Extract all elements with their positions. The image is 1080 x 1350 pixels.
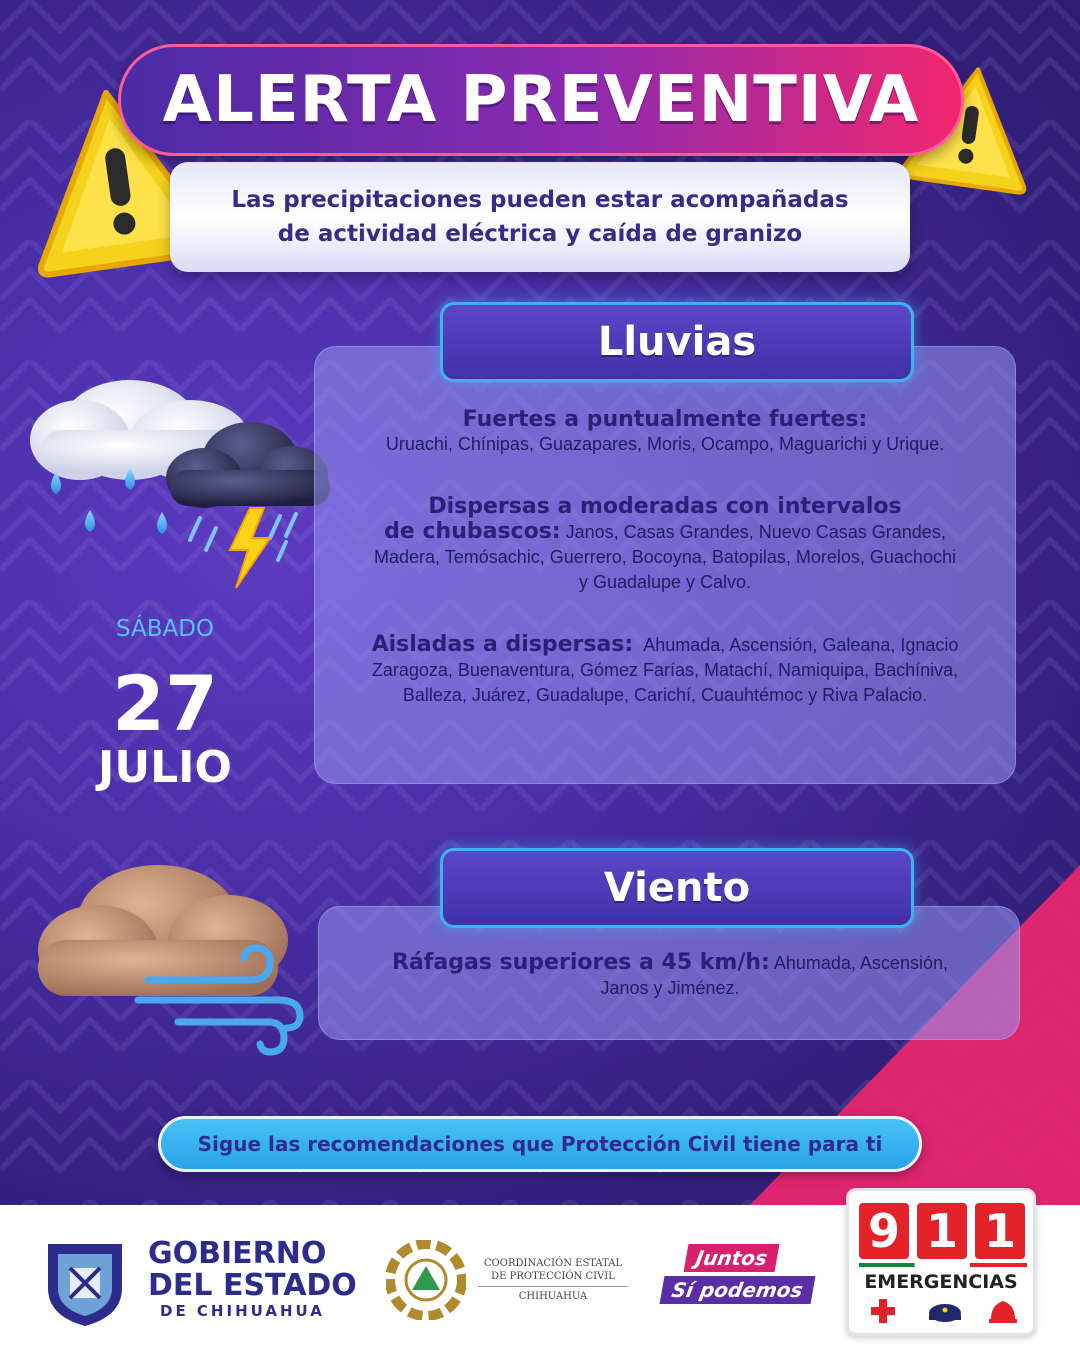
emergency-digit: 1: [975, 1203, 1025, 1259]
rain-group-title: de chubascos:: [384, 519, 561, 544]
rain-group-text: Uruachi, Chínipas, Guazapares, Moris, Ocampo, Maguarichi y Urique.: [385, 434, 945, 454]
storm-cloud-icon: [160, 410, 340, 590]
emergency-digit: 9: [859, 1203, 909, 1259]
cepc-line: CHIHUAHUA: [518, 1291, 588, 1302]
juntos-logo: [658, 1244, 818, 1318]
subtitle-line: Las precipitaciones pueden estar acompañadas: [231, 187, 849, 213]
rain-group-text: y Guadalupe y Calvo.: [578, 572, 752, 592]
shield-seal-icon: [42, 1238, 128, 1328]
section-title: Lluvias: [597, 319, 757, 365]
red-cross-icon: [871, 1299, 895, 1323]
rain-group-isolated: [330, 632, 1000, 708]
protection-civil-icon: [386, 1240, 466, 1320]
wind-group: [330, 950, 1010, 1001]
flag-stripe: [859, 1263, 1027, 1267]
page-title: ALERTA PREVENTIVA: [162, 63, 920, 137]
emergency-label: EMERGENCIAS: [864, 1271, 1018, 1293]
section-title: Viento: [603, 865, 751, 911]
title-banner: [118, 44, 964, 156]
cepc-line: DE PROTECCIÓN CIVIL: [491, 1271, 615, 1282]
rain-group-title: Aisladas a dispersas:: [371, 632, 634, 657]
subtitle-box: [170, 162, 910, 272]
rain-group-text: Madera, Temósachic, Guerrero, Bocoyna, Batopilas, Morelos, Guachochi: [374, 547, 956, 567]
emergency-911-badge: [846, 1188, 1036, 1336]
gobierno-logo-text: [148, 1238, 357, 1320]
rain-group-text: Ahumada, Ascensión, Galeana, Ignacio: [643, 635, 959, 655]
dust-cloud-icon: [28, 850, 328, 1060]
rain-group-text: Janos, Casas Grandes, Nuevo Casas Grandes,: [565, 522, 946, 542]
juntos-line: Sí podemos: [660, 1276, 816, 1304]
gob-line: DE CHIHUAHUA: [160, 1302, 325, 1320]
recommendation-text: Sigue las recomendaciones que Protección Civil tiene para ti: [197, 1132, 883, 1156]
month-label: JULIO: [98, 742, 232, 793]
rain-group-moderate: [330, 493, 1000, 595]
rain-group-strong: [330, 406, 1000, 457]
wind-group-title: Ráfagas superiores a 45 km/h:: [392, 950, 770, 975]
subtitle-line: de actividad eléctrica y caída de granizo: [277, 221, 803, 247]
weekday-label: SÁBADO: [115, 616, 215, 642]
cepc-line: COORDINACIÓN ESTATAL: [483, 1258, 623, 1269]
rain-group-text: Zaragoza, Buenaventura, Gómez Farías, Matachí, Namiquipa, Bachíniva,: [371, 660, 959, 680]
wind-group-text: Ahumada, Ascensión,: [773, 953, 948, 973]
section-header-lluvias: [440, 302, 914, 382]
day-number: 27: [112, 659, 218, 748]
gob-line: DEL ESTADO: [148, 1268, 357, 1303]
rain-group-title: Dispersas a moderadas con intervalos: [428, 494, 902, 519]
fire-bell-icon: [989, 1301, 1017, 1323]
rain-group-text: Balleza, Juárez, Guadalupe, Carichí, Cuauhtémoc y Riva Palacio.: [402, 685, 928, 705]
police-cap-icon: [929, 1304, 961, 1322]
emergency-digit: 1: [917, 1203, 967, 1259]
juntos-line: Juntos: [684, 1244, 780, 1272]
cepc-logo-text: [478, 1257, 628, 1303]
wind-group-text: Janos y Jiménez.: [600, 978, 740, 998]
lightning-icon: [230, 508, 270, 588]
recommendation-banner: [158, 1116, 922, 1172]
gob-line: GOBIERNO: [148, 1236, 327, 1271]
rain-group-title: Fuertes a puntualmente fuertes:: [462, 407, 868, 432]
emergency-icons: [863, 1297, 1023, 1327]
section-header-viento: [440, 848, 914, 928]
